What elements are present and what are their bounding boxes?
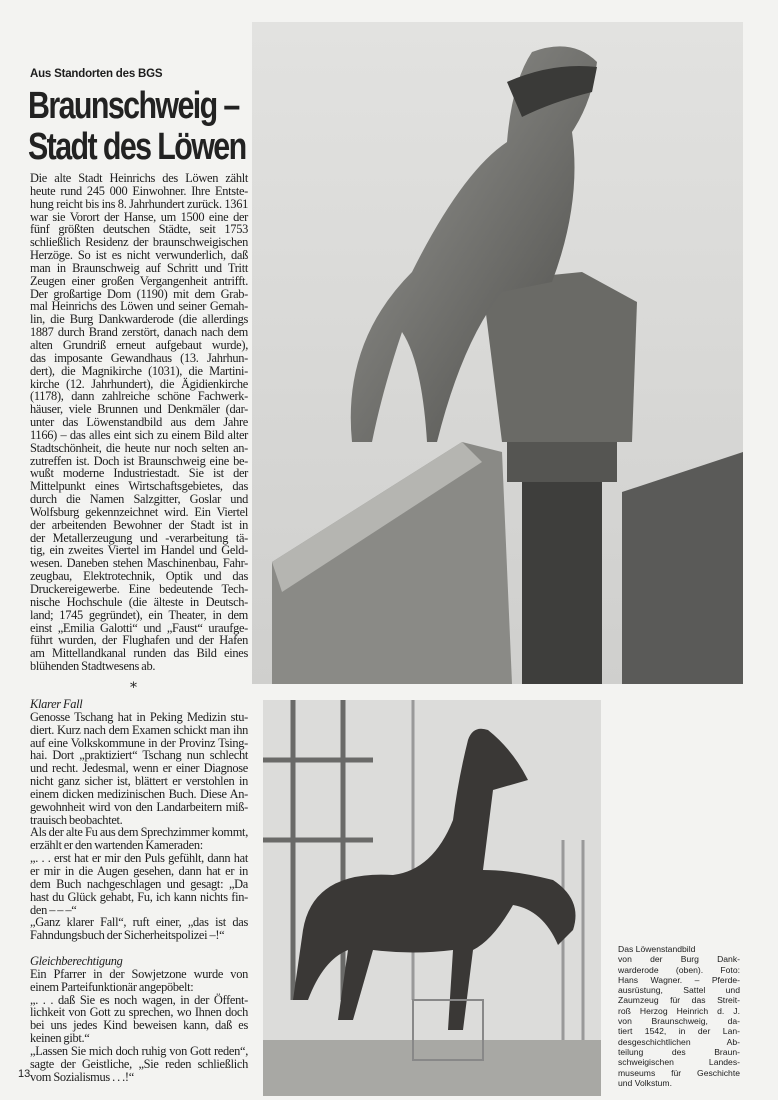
text-line: man in Braunschweig auf Schritt und Tritt [30,260,248,275]
text-line: Ein Pfarrer in der Sowjetzone wurde von [30,966,248,981]
text-line: der arbeitenden Bewohner der Stadt ist in [30,517,248,532]
text-line: gewohnheit wird von den Landarbeitern miß- [30,799,248,814]
text-line: Wolfsburg gekennzeichnet wird. Ein Viertel [30,504,248,519]
text-line: Druckereigewerbe. Eine bedeutende Tech- [30,582,248,596]
text-line: keinen gibt.“ [30,1031,90,1046]
text-line: zeugbau, Elektrotechnik, Optik und das [30,569,248,584]
text-line: heute rund 245 000 Einwohner. Ihre Entste- [30,183,248,198]
text-line: wesen. Daneben stehen Maschinenbau, Fahr- [30,556,248,571]
article-body [30,172,248,673]
text-line: tiert 1542, in der Lan- [618,1026,740,1037]
page-number: 13 [18,1068,31,1080]
text-line: nische Hochschule (die älteste in Deutsch- [30,594,248,609]
text-line: häuser, viele Brunnen und Denkmäler (dar- [30,402,248,417]
headline [28,86,246,168]
text-line: einem dicken medizinischen Buch. Diese An- [30,786,248,801]
text-line: dert), die Magnikirche (1031), die Martini- [30,363,248,378]
text-line: lichkeit von Gott zu sprechen, wo Ihnen doch [30,1005,248,1020]
text-line: schweigischen Landes- [618,1057,740,1068]
text-line: „Ganz klarer Fall“, ruft einer, „das ist das [30,915,248,930]
text-line: von Braunschweig, da- [618,1016,740,1027]
text-line: 1887 durch Brand zerstört, danach nach dem [30,325,248,340]
headline-line-2: Stadt des Löwen [28,126,246,168]
anecdote-gleichberechtigung [30,955,248,1083]
text-line: Herzöge. So ist es nicht verwunderlich, daß [30,248,248,263]
text-line: nicht ganz sicher ist, blättert er verstohlen in [30,774,248,789]
text-line: einst „Emilia Galotti“ und „Faust“ uraufge- [30,620,248,635]
anecdote-body [30,711,248,942]
text-line: Stadtschönheit, die heute nur noch selten an- [30,440,248,455]
text-line: Fahndungsbuch der Sicherheitspolizei –!“ [30,928,225,943]
text-line: durch die Namen Salzgitter, Goslar und [30,492,248,507]
text-line: dem Buch nachgeschlagen und gesagt: „Da [30,876,248,891]
text-line: das imposante Gewandhaus (13. Jahrhun- [30,350,248,365]
separator: * [130,680,137,696]
text-line: trauisch beobachtet. [30,812,123,827]
text-line: Der großartige Dom (1190) mit dem Grab- [30,286,248,301]
anecdote-klarer-fall [30,698,248,942]
text-line: tig, ein zweites Viertel im Handel und Geld- [30,543,248,558]
anecdote-body [30,968,248,1084]
section-kicker: Aus Standorten des BGS [30,68,163,80]
text-line: einem Parteifunktionär angepöbelt: [30,979,194,994]
text-line: sagte der Geistliche, „Sie reden schließlich [30,1056,248,1071]
text-line: land; 1745 gegründet), ein Theater, in dem [30,607,248,622]
text-line: mal Heinrichs des Löwen und seiner Gemah- [30,299,248,314]
horse-armour-image [263,700,601,1096]
text-line: diert. Kurz nach dem Examen schickt man ihn [30,722,248,737]
text-line: kirche (12. Jahrhundert), die Ägidienkirche [30,376,248,391]
text-line: der Metallerzeugung und -verarbeitung tä- [30,530,248,545]
text-line: wußt moderne Industriestadt. Sie ist der [30,466,248,481]
headline-line-1: Braunschweig – [28,85,239,127]
text-line: roß Herzog Heinrich d. J. [618,1005,740,1016]
anecdote-title: Gleichberechtigung [30,954,123,968]
text-line: teilung des Braun- [618,1046,740,1057]
text-line: Die alte Stadt Heinrichs des Löwen zählt [30,171,248,185]
text-line: Zeugen einer großen Vergangenheit antrifft. [30,273,248,288]
text-line: museums für Geschichte [618,1067,740,1078]
text-line: Als der alte Fu aus dem Sprechzimmer kommt, [30,825,248,840]
text-line: warderode (oben). Foto: [618,964,740,975]
text-line: Hans Wagner. – Pferde- [618,974,740,985]
text-line: „. . . erst hat er mir den Puls gefühlt, dann hat [30,851,248,866]
photo-caption [618,944,740,1088]
text-line: und recht. Jedesmal, wenn er einer Diagnose [30,761,248,776]
text-line: Das Löwenstandbild [618,944,696,954]
text-line: führt wurden, der Flughafen und der Hafen [30,633,248,648]
text-line: Mittelpunkt eines Wirtschaftsgebietes, das [30,479,248,494]
text-line: und Volkstum. [618,1077,672,1088]
text-line: er mir in die Augen gesehen, dann hat er in [30,863,248,878]
text-line: „. . . daß Sie es noch wagen, in der Öffent- [30,992,248,1007]
text-line: fünf größten deutschen Städte, seit 1753 [30,222,248,237]
text-line: 1166) – das alles eint sich zu einem Bild alter [30,427,248,442]
text-line: bei uns jedes Kind beweisen kann, daß es [30,1018,248,1033]
text-line: erzählt er den wartenden Kameraden: [30,838,203,853]
text-line: unter das Löwenstandbild aus dem Jahre [30,415,248,430]
text-line: auf eine Volkskommune in der Provinz Tsing- [30,735,248,750]
text-line: Genosse Tschang hat in Peking Medizin stu- [30,709,248,724]
text-line: war sie Vorort der Hanse, um 1500 eine der [30,209,248,224]
text-line: „Lassen Sie mich doch ruhig von Gott reden“, [30,1043,248,1058]
text-line: alten Grundriß erneut aufgebaut wurde), [30,337,248,352]
text-line: hast du Glück gehabt, Fu, ich kann nichts fin- [30,889,248,904]
text-line: am Mittellandkanal runden das Bild eines [30,646,248,661]
text-line: Zaumzeug für das Streit- [618,995,740,1006]
text-line: ausrüstung, Sattel und [618,985,740,996]
lion-statue-image [252,22,743,684]
text-line: zutreffen ist. Doch ist Braunschweig eine be- [30,453,248,468]
anecdote-title: Klarer Fall [30,697,83,711]
text-line: lin, die Burg Dankwarderode (die allerdings [30,312,248,327]
text-line: hai. Dort „praktiziert“ Tschang nun schlecht [30,748,248,763]
text-line: schließlich Residenz der braunschweigischen [30,235,248,250]
text-line: den – – –“ [30,902,77,917]
text-line: (1178), dann zahlreiche schöne Fachwerk- [30,389,248,404]
horse-armour-photo [263,700,601,1096]
text-line: blühenden Stadtwesens ab. [30,659,156,674]
text-line: hung reicht bis ins 8. Jahrhundert zurück. 1361 [30,196,248,211]
text-line: desgeschichtlichen Ab- [618,1036,740,1047]
text-line: von der Burg Dank- [618,954,740,965]
lion-statue-photo [252,22,743,684]
text-line: vom Sozialismus . . .!“ [30,1069,134,1084]
